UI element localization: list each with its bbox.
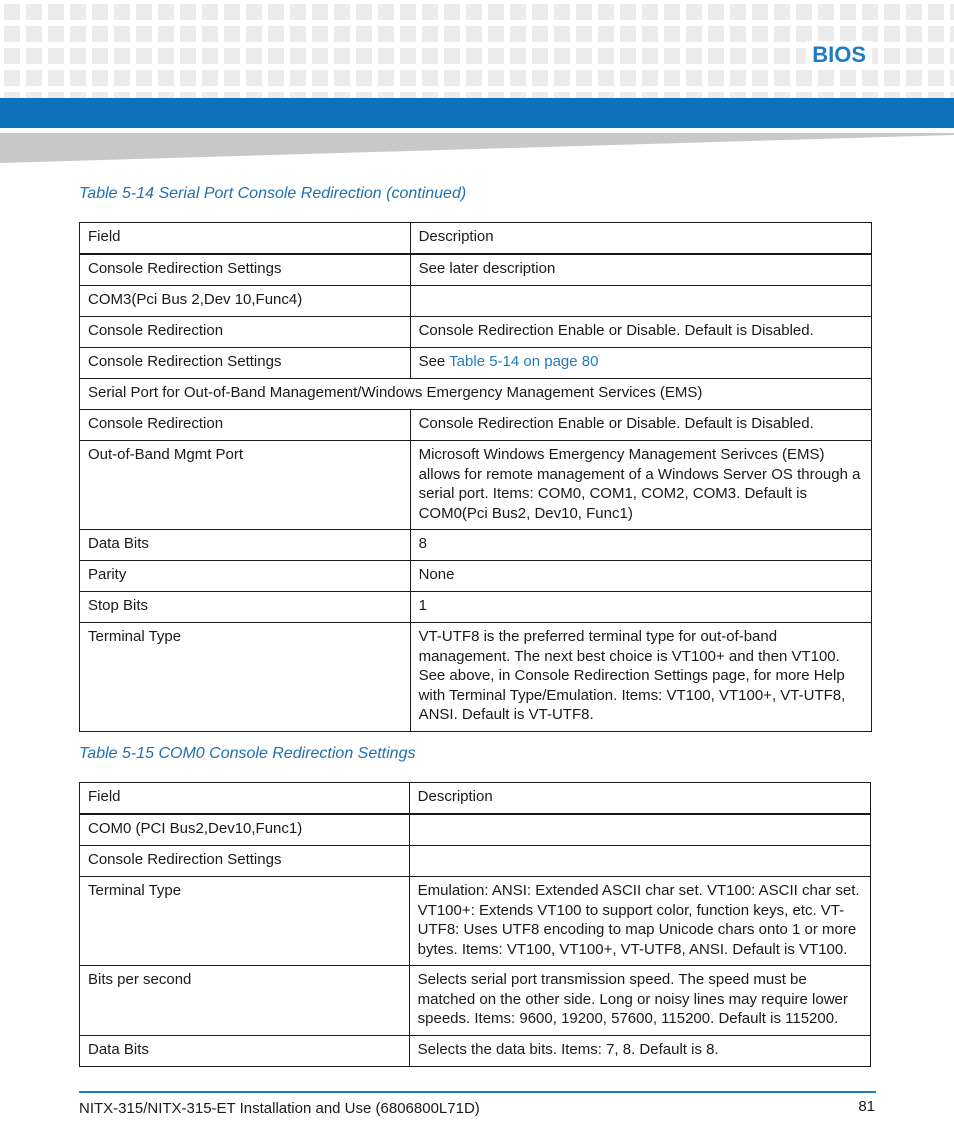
table-header-row — [80, 223, 872, 255]
table-row — [80, 846, 871, 877]
table-row — [80, 561, 872, 592]
table1 — [79, 222, 872, 732]
header-cell: Field — [80, 783, 410, 815]
table-section-row — [80, 379, 872, 410]
table-row — [80, 410, 872, 441]
header-cell: Description — [409, 783, 870, 815]
header-cell: Field — [80, 223, 411, 255]
field-cell: Data Bits — [80, 1035, 410, 1066]
field-cell: Out-of-Band Mgmt Port — [80, 441, 411, 530]
field-cell: Console Redirection — [80, 317, 411, 348]
table-row — [80, 441, 872, 530]
cross-reference-link[interactable]: Table 5-14 on page 80 — [449, 353, 599, 370]
field-cell: COM3(Pci Bus 2,Dev 10,Func4) — [80, 286, 411, 317]
table1-caption: Table 5-14 Serial Port Console Redirection (continued) — [79, 185, 467, 202]
table-row — [80, 1035, 871, 1066]
description-cell: Selects serial port transmission speed. The speed must be matched on the other side. Long or noisy lines may require lower speeds. Items: 9600, 19200, 57600, 115200. Default is 115200. — [409, 966, 870, 1036]
section-title: BIOS — [806, 41, 872, 69]
description-cell: Emulation: ANSI: Extended ASCII char set. VT100: ASCII char set. VT100+: Extends VT100 to support color, function keys, etc. VT-UTF8: Uses UTF8 encoding to map Unicode chars onto 1 or more bytes. Items: VT100, VT100+, VT-UTF8, ANSI. Default is VT100. — [409, 877, 870, 966]
header-gray-band — [0, 133, 954, 163]
field-cell: Console Redirection Settings — [80, 348, 411, 379]
field-cell: Console Redirection Settings — [80, 254, 411, 286]
field-cell: Console Redirection Settings — [80, 846, 410, 877]
page-number: 81 — [858, 1098, 875, 1115]
table2-caption: Table 5-15 COM0 Console Redirection Settings — [79, 745, 416, 762]
description-cell — [410, 286, 871, 317]
description-cell: VT-UTF8 is the preferred terminal type for out-of-band management. The next best choice is VT100+ and then VT100. See above, in Console Redirection Settings page, for more Help with Terminal Type/Emulation. Items: VT100, VT100+, VT-UTF8, ANSI. Default is VT-UTF8. — [410, 623, 871, 732]
table-row — [80, 286, 872, 317]
description-cell: 1 — [410, 592, 871, 623]
table2 — [79, 782, 871, 1067]
table-row — [80, 966, 871, 1036]
field-cell: Terminal Type — [80, 623, 411, 732]
field-cell: Console Redirection — [80, 410, 411, 441]
description-cell — [410, 348, 871, 379]
table-row — [80, 814, 871, 846]
field-cell: COM0 (PCI Bus2,Dev10,Func1) — [80, 814, 410, 846]
section-cell: Serial Port for Out-of-Band Management/Windows Emergency Management Services (EMS) — [80, 379, 872, 410]
table-row — [80, 623, 872, 732]
header-cell: Description — [410, 223, 871, 255]
description-cell — [409, 846, 870, 877]
description-cell — [409, 814, 870, 846]
field-cell: Stop Bits — [80, 592, 411, 623]
table-row — [80, 348, 872, 379]
table-row — [80, 877, 871, 966]
footer-rule — [79, 1091, 876, 1093]
description-cell: 8 — [410, 530, 871, 561]
description-cell: Selects the data bits. Items: 7, 8. Default is 8. — [409, 1035, 870, 1066]
header-blue-band — [0, 98, 954, 128]
table-header-row — [80, 783, 871, 815]
footer-doc-title: NITX-315/NITX-315-ET Installation and Use (6806800L71D) — [79, 1100, 480, 1117]
description-cell: Console Redirection Enable or Disable. Default is Disabled. — [410, 317, 871, 348]
table-row — [80, 254, 872, 286]
table-row — [80, 530, 872, 561]
description-cell: Microsoft Windows Emergency Management Serivces (EMS) allows for remote management of a Windows Server OS through a serial port. Items: COM0, COM1, COM2, COM3. Default is COM0(Pci Bus2, Dev10, Func1) — [410, 441, 871, 530]
table-row — [80, 317, 872, 348]
field-cell: Terminal Type — [80, 877, 410, 966]
field-cell: Data Bits — [80, 530, 411, 561]
description-text: See — [418, 353, 450, 370]
field-cell: Bits per second — [80, 966, 410, 1036]
description-cell: Console Redirection Enable or Disable. Default is Disabled. — [410, 410, 871, 441]
description-cell: See later description — [410, 254, 871, 286]
table-row — [80, 592, 872, 623]
description-cell: None — [410, 561, 871, 592]
field-cell: Parity — [80, 561, 411, 592]
